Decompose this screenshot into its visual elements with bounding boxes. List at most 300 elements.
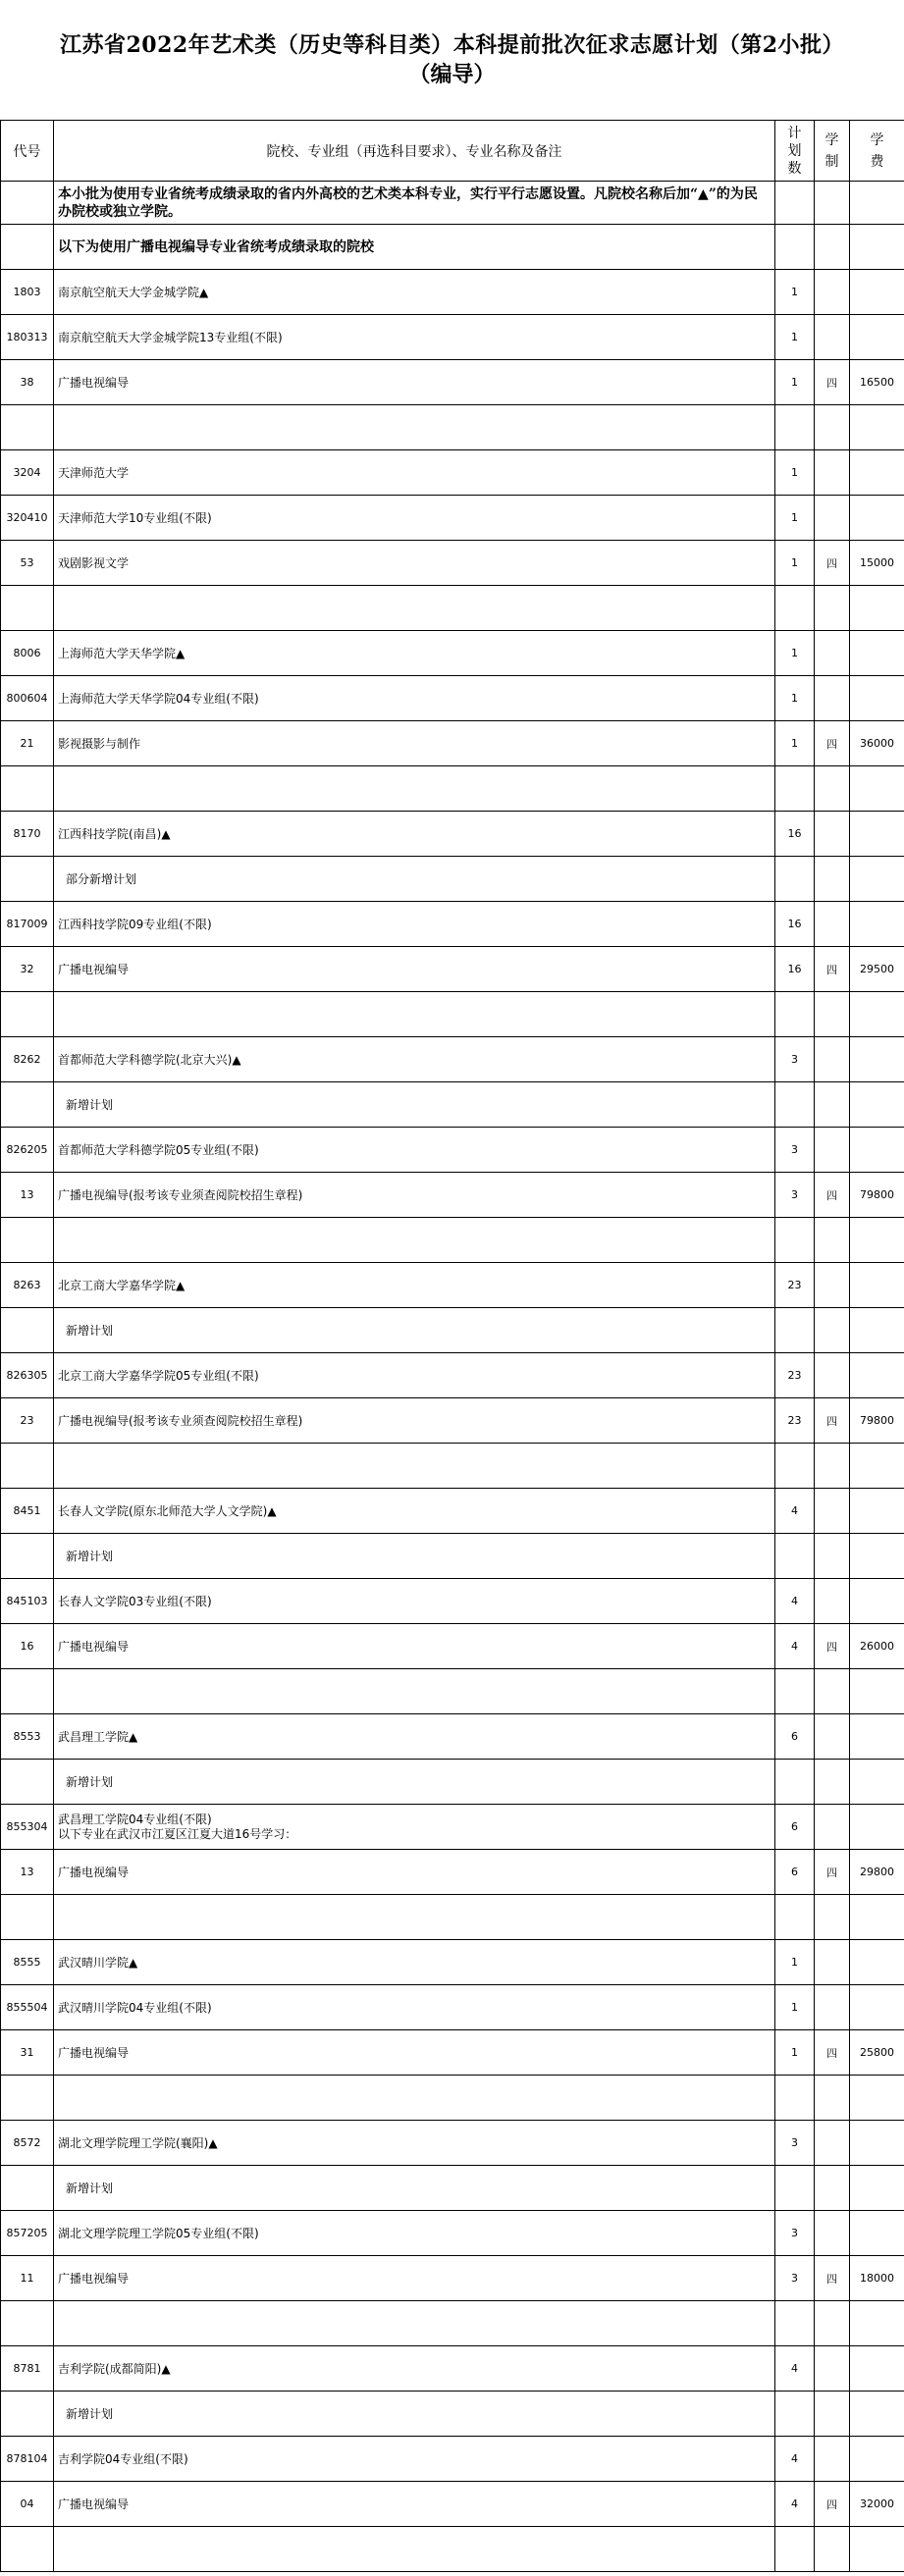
table-row — [1, 1128, 904, 1173]
cell-name — [54, 270, 775, 315]
cell-name-text: 天津师范大学10专业组(不限) — [58, 511, 212, 525]
cell-code: 31 — [1, 2030, 54, 2076]
cell-code: 13 — [1, 1173, 54, 1218]
table-row — [1, 1805, 904, 1850]
cell-years — [815, 1037, 850, 1082]
cell-name — [54, 1263, 775, 1308]
section-heading: 以下为使用广播电视编导专业省统考成绩录取的院校 — [54, 225, 775, 270]
cell-years — [815, 766, 850, 812]
cell-fee — [850, 992, 904, 1037]
table-row — [1, 766, 904, 812]
cell-years — [815, 2527, 850, 2572]
note-code-cell — [1, 182, 54, 225]
table-header-row — [1, 121, 904, 182]
cell-name-text: 部分新增计划 — [66, 872, 137, 886]
cell-name-text: 广播电视编导 — [58, 376, 130, 390]
cell-fee: 26000 — [850, 1624, 904, 1669]
cell-code: 23 — [1, 1398, 54, 1444]
cell-plan: 4 — [775, 1624, 815, 1669]
cell-plan: 1 — [775, 315, 815, 360]
cell-years — [815, 812, 850, 857]
cell-name — [54, 676, 775, 721]
cell-plan: 4 — [775, 2482, 815, 2527]
cell-code — [1, 857, 54, 902]
cell-years: 四 — [815, 360, 850, 405]
cell-plan: 1 — [775, 721, 815, 766]
cell-name-text: 南京航空航天大学金城学院▲ — [58, 286, 209, 299]
table-row — [1, 1082, 904, 1128]
table-row — [1, 541, 904, 586]
cell-years — [815, 992, 850, 1037]
cell-fee — [850, 1714, 904, 1760]
cell-fee — [850, 2211, 904, 2256]
cell-code: 817009 — [1, 902, 54, 947]
cell-name — [54, 902, 775, 947]
cell-name-text: 江西科技学院09专业组(不限) — [58, 918, 212, 931]
table-row — [1, 1850, 904, 1895]
cell-name-text: 广播电视编导 — [58, 2497, 130, 2511]
cell-name-text: 广播电视编导 — [58, 1640, 130, 1654]
cell-years — [815, 857, 850, 902]
note-row — [1, 182, 904, 225]
cell-name — [54, 2437, 775, 2482]
cell-name-text: 长春人文学院03专业组(不限) — [58, 1595, 212, 1608]
table-row — [1, 450, 904, 496]
cell-code: 180313 — [1, 315, 54, 360]
cell-name-text: 武昌理工学院▲ — [58, 1730, 138, 1744]
table-row — [1, 1985, 904, 2030]
cell-plan: 16 — [775, 902, 815, 947]
cell-name-text: 吉利学院(成都简阳)▲ — [58, 2362, 171, 2376]
title-line-2: （编导） — [408, 62, 496, 87]
cell-plan: 3 — [775, 1173, 815, 1218]
cell-plan: 23 — [775, 1353, 815, 1398]
cell-name — [54, 1398, 775, 1444]
cell-name-text: 武汉晴川学院04专业组(不限) — [58, 2001, 212, 2015]
cell-fee — [850, 857, 904, 902]
cell-name-text: 南京航空航天大学金城学院13专业组(不限) — [58, 331, 283, 344]
cell-fee — [850, 1579, 904, 1624]
cell-code: 8572 — [1, 2121, 54, 2166]
cell-name — [54, 1128, 775, 1173]
cell-fee — [850, 1669, 904, 1714]
cell-plan — [775, 1444, 815, 1489]
cell-fee — [850, 1489, 904, 1534]
cell-name-text: 北京工商大学嘉华学院▲ — [58, 1279, 186, 1292]
cell-plan — [775, 1760, 815, 1805]
table-row — [1, 1760, 904, 1805]
table-row — [1, 405, 904, 450]
cell-name — [54, 2076, 775, 2121]
cell-plan — [775, 766, 815, 812]
table-row — [1, 2346, 904, 2392]
cell-name — [54, 405, 775, 450]
table-row — [1, 902, 904, 947]
cell-name-text: 天津师范大学 — [58, 466, 130, 480]
table-row — [1, 315, 904, 360]
cell-years — [815, 586, 850, 631]
cell-plan: 23 — [775, 1398, 815, 1444]
cell-code — [1, 1308, 54, 1353]
cell-plan: 1 — [775, 541, 815, 586]
cell-name-remark: 以下专业在武汉市江夏区江夏大道16号学习： — [58, 1826, 297, 1841]
cell-name — [54, 1669, 775, 1714]
cell-years: 四 — [815, 2030, 850, 2076]
cell-name-text: 新增计划 — [66, 1550, 114, 1563]
cell-fee: 25800 — [850, 2030, 904, 2076]
table-row — [1, 1398, 904, 1444]
cell-code: 8262 — [1, 1037, 54, 1082]
cell-plan — [775, 586, 815, 631]
cell-name — [54, 1353, 775, 1398]
table-row — [1, 270, 904, 315]
cell-plan: 4 — [775, 2346, 815, 2392]
cell-name-text: 上海师范大学天华学院04专业组(不限) — [58, 692, 259, 706]
cell-code: 8555 — [1, 1940, 54, 1985]
cell-name — [54, 1489, 775, 1534]
table-row — [1, 2121, 904, 2166]
cell-code — [1, 2301, 54, 2346]
cell-plan — [775, 2527, 815, 2572]
cell-fee: 29500 — [850, 947, 904, 992]
cell-name-text: 新增计划 — [66, 1324, 114, 1338]
cell-years — [815, 2121, 850, 2166]
table-row — [1, 631, 904, 676]
cell-years: 四 — [815, 541, 850, 586]
cell-plan: 1 — [775, 496, 815, 541]
table-row — [1, 857, 904, 902]
cell-name-text: 上海师范大学天华学院▲ — [58, 647, 186, 660]
cell-name-text: 新增计划 — [66, 2407, 114, 2421]
cell-fee — [850, 1353, 904, 1398]
cell-name — [54, 1173, 775, 1218]
cell-plan: 3 — [775, 2121, 815, 2166]
cell-plan: 16 — [775, 947, 815, 992]
table-row — [1, 496, 904, 541]
cell-name-text: 武昌理工学院04专业组(不限) — [58, 1812, 212, 1826]
table-row — [1, 1353, 904, 1398]
cell-plan: 16 — [775, 812, 815, 857]
cell-code — [1, 1218, 54, 1263]
cell-years — [815, 496, 850, 541]
cell-fee — [850, 1760, 904, 1805]
cell-name — [54, 1850, 775, 1895]
cell-name-text: 首都师范大学科德学院(北京大兴)▲ — [58, 1053, 241, 1067]
table-row — [1, 992, 904, 1037]
cell-code: 826205 — [1, 1128, 54, 1173]
cell-name-text: 新增计划 — [66, 1775, 114, 1789]
cell-code: 16 — [1, 1624, 54, 1669]
table-row — [1, 2437, 904, 2482]
cell-years — [815, 1534, 850, 1579]
cell-name — [54, 1082, 775, 1128]
cell-code: 8781 — [1, 2346, 54, 2392]
cell-code: 857205 — [1, 2211, 54, 2256]
cell-name — [54, 2030, 775, 2076]
cell-code — [1, 992, 54, 1037]
cell-name-text: 湖北文理学院理工学院(襄阳)▲ — [58, 2136, 218, 2150]
cell-code: 38 — [1, 360, 54, 405]
cell-name-text: 新增计划 — [66, 2182, 114, 2195]
cell-years — [815, 1714, 850, 1760]
cell-code: 320410 — [1, 496, 54, 541]
table-row — [1, 360, 904, 405]
cell-name — [54, 1218, 775, 1263]
cell-years — [815, 2211, 850, 2256]
cell-plan — [775, 405, 815, 450]
cell-plan: 3 — [775, 2256, 815, 2301]
table-row — [1, 1714, 904, 1760]
cell-fee: 18000 — [850, 2256, 904, 2301]
enrollment-plan-table — [0, 120, 904, 2572]
table-row — [1, 2076, 904, 2121]
cell-fee: 79800 — [850, 1173, 904, 1218]
cell-name — [54, 586, 775, 631]
cell-fee — [850, 766, 904, 812]
cell-fee: 16500 — [850, 360, 904, 405]
cell-years — [815, 270, 850, 315]
cell-fee: 79800 — [850, 1398, 904, 1444]
table-row — [1, 586, 904, 631]
cell-code — [1, 766, 54, 812]
table-row — [1, 1895, 904, 1940]
cell-plan: 4 — [775, 1579, 815, 1624]
cell-code: 21 — [1, 721, 54, 766]
cell-fee — [850, 2437, 904, 2482]
table-row — [1, 1624, 904, 1669]
table-row — [1, 721, 904, 766]
cell-code: 04 — [1, 2482, 54, 2527]
cell-years — [815, 1805, 850, 1850]
cell-plan: 1 — [775, 360, 815, 405]
cell-name — [54, 992, 775, 1037]
cell-plan: 1 — [775, 1940, 815, 1985]
cell-fee — [850, 1218, 904, 1263]
cell-code — [1, 1760, 54, 1805]
cell-name-text: 湖北文理学院理工学院05专业组(不限) — [58, 2227, 259, 2240]
cell-code: 8263 — [1, 1263, 54, 1308]
cell-name — [54, 2211, 775, 2256]
cell-name — [54, 2166, 775, 2211]
cell-code — [1, 405, 54, 450]
table-row — [1, 1037, 904, 1082]
cell-name-text: 新增计划 — [66, 1098, 114, 1112]
section-heading-row — [1, 225, 904, 270]
cell-name — [54, 496, 775, 541]
cell-plan: 6 — [775, 1805, 815, 1850]
cell-code — [1, 1444, 54, 1489]
table-row — [1, 1534, 904, 1579]
cell-name — [54, 721, 775, 766]
cell-fee — [850, 1444, 904, 1489]
cell-name — [54, 1624, 775, 1669]
cell-years — [815, 1308, 850, 1353]
table-row — [1, 1444, 904, 1489]
cell-name-text: 广播电视编导 — [58, 963, 130, 976]
cell-fee — [850, 2121, 904, 2166]
cell-plan: 1 — [775, 450, 815, 496]
cell-name — [54, 1985, 775, 2030]
cell-plan — [775, 1218, 815, 1263]
cell-fee — [850, 1037, 904, 1082]
cell-plan — [775, 1895, 815, 1940]
cell-fee — [850, 631, 904, 676]
cell-years — [815, 676, 850, 721]
cell-years — [815, 902, 850, 947]
cell-plan: 3 — [775, 1037, 815, 1082]
table-row — [1, 1669, 904, 1714]
cell-name — [54, 2256, 775, 2301]
cell-fee — [850, 315, 904, 360]
cell-plan — [775, 2076, 815, 2121]
title-line-1: 江苏省2022年艺术类（历史等科目类）本科提前批次征求志愿计划（第2小批） — [59, 32, 845, 58]
cell-years — [815, 1082, 850, 1128]
cell-code — [1, 1534, 54, 1579]
cell-fee — [850, 1895, 904, 1940]
cell-code — [1, 2166, 54, 2211]
cell-years: 四 — [815, 721, 850, 766]
table-row — [1, 2392, 904, 2437]
cell-name — [54, 812, 775, 857]
cell-plan — [775, 2166, 815, 2211]
cell-name — [54, 1579, 775, 1624]
cell-name — [54, 1805, 775, 1850]
cell-fee — [850, 450, 904, 496]
cell-code — [1, 2076, 54, 2121]
cell-years — [815, 1218, 850, 1263]
cell-plan: 4 — [775, 1489, 815, 1534]
table-row — [1, 1489, 904, 1534]
cell-name — [54, 1940, 775, 1985]
cell-name-text: 北京工商大学嘉华学院05专业组(不限) — [58, 1369, 259, 1383]
cell-fee — [850, 586, 904, 631]
header-years: 学 制 — [815, 121, 850, 182]
cell-years — [815, 1263, 850, 1308]
cell-fee — [850, 405, 904, 450]
cell-years: 四 — [815, 1173, 850, 1218]
cell-plan: 1 — [775, 2030, 815, 2076]
cell-name — [54, 450, 775, 496]
cell-years — [815, 1579, 850, 1624]
cell-name-text: 广播电视编导(报考该专业须查阅院校招生章程) — [58, 1414, 303, 1428]
table-row — [1, 1308, 904, 1353]
cell-fee — [850, 1985, 904, 2030]
cell-years — [815, 450, 850, 496]
page-title — [0, 0, 904, 120]
cell-name — [54, 947, 775, 992]
cell-code — [1, 1669, 54, 1714]
cell-plan: 1 — [775, 270, 815, 315]
cell-years — [815, 1444, 850, 1489]
cell-plan — [775, 1082, 815, 1128]
cell-plan — [775, 2392, 815, 2437]
header-name: 院校、专业组（再选科目要求）、专业名称及备注 — [54, 121, 775, 182]
table-row — [1, 2527, 904, 2572]
cell-plan: 3 — [775, 2211, 815, 2256]
cell-fee: 29800 — [850, 1850, 904, 1895]
cell-name-text: 江西科技学院(南昌)▲ — [58, 827, 171, 841]
cell-name — [54, 1534, 775, 1579]
cell-fee — [850, 2346, 904, 2392]
cell-code: 1803 — [1, 270, 54, 315]
cell-fee — [850, 1534, 904, 1579]
cell-fee: 32000 — [850, 2482, 904, 2527]
table-row — [1, 2301, 904, 2346]
cell-name — [54, 2346, 775, 2392]
cell-name-text: 影视摄影与制作 — [58, 737, 141, 751]
cell-fee — [850, 812, 904, 857]
cell-code: 826305 — [1, 1353, 54, 1398]
cell-code — [1, 586, 54, 631]
cell-name — [54, 1037, 775, 1082]
cell-name-text: 吉利学院04专业组(不限) — [58, 2452, 188, 2466]
cell-years — [815, 2346, 850, 2392]
cell-code: 845103 — [1, 1579, 54, 1624]
cell-fee — [850, 1805, 904, 1850]
cell-name — [54, 360, 775, 405]
cell-plan — [775, 992, 815, 1037]
cell-code: 3204 — [1, 450, 54, 496]
note-text: 本小批为使用专业省统考成绩录取的省内外高校的艺术类本科专业，实行平行志愿设置。凡院校名称后加“▲”的为民办院校或独立学院。 — [54, 182, 775, 225]
cell-fee — [850, 1082, 904, 1128]
cell-code: 8006 — [1, 631, 54, 676]
cell-name-text: 戏剧影视文学 — [58, 556, 130, 570]
cell-years — [815, 631, 850, 676]
cell-fee — [850, 496, 904, 541]
cell-name — [54, 1895, 775, 1940]
cell-code: 11 — [1, 2256, 54, 2301]
table-row — [1, 1218, 904, 1263]
table-row — [1, 2482, 904, 2527]
cell-plan: 23 — [775, 1263, 815, 1308]
cell-plan — [775, 857, 815, 902]
cell-fee — [850, 902, 904, 947]
header-plan: 计 划 数 — [775, 121, 815, 182]
cell-plan — [775, 1669, 815, 1714]
cell-name — [54, 2392, 775, 2437]
cell-code — [1, 2392, 54, 2437]
cell-years — [815, 1669, 850, 1714]
table-row — [1, 1263, 904, 1308]
table-row — [1, 2211, 904, 2256]
cell-years — [815, 315, 850, 360]
header-code: 代号 — [1, 121, 54, 182]
cell-code — [1, 1082, 54, 1128]
cell-years — [815, 1489, 850, 1534]
cell-fee — [850, 1940, 904, 1985]
cell-years — [815, 1128, 850, 1173]
cell-years — [815, 1985, 850, 2030]
cell-name-text: 首都师范大学科德学院05专业组(不限) — [58, 1143, 259, 1157]
cell-code — [1, 2527, 54, 2572]
cell-name-text: 广播电视编导 — [58, 2272, 130, 2286]
table-row — [1, 1173, 904, 1218]
cell-name — [54, 1714, 775, 1760]
cell-years: 四 — [815, 1624, 850, 1669]
cell-name-text: 广播电视编导 — [58, 1866, 130, 1879]
cell-code: 8170 — [1, 812, 54, 857]
cell-fee — [850, 1263, 904, 1308]
cell-years — [815, 405, 850, 450]
cell-plan — [775, 1534, 815, 1579]
cell-name — [54, 2527, 775, 2572]
cell-years: 四 — [815, 1398, 850, 1444]
cell-plan: 4 — [775, 2437, 815, 2482]
table-row — [1, 2166, 904, 2211]
cell-name — [54, 857, 775, 902]
cell-years — [815, 2076, 850, 2121]
cell-years — [815, 1895, 850, 1940]
